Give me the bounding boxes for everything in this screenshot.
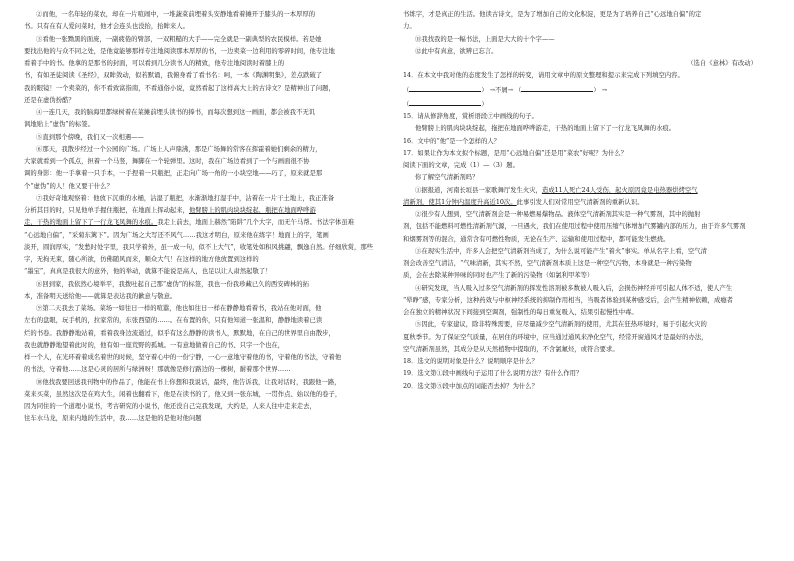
para-11: ⑪我找我的是一幅书法，上面是大大的十个字—— bbox=[415, 35, 555, 43]
article-para-4-line-3: 会在独立的精神状况下间接到空调剂，强制性的每日重复吸入，结果引起慢性中毒。 bbox=[403, 309, 638, 316]
article-underlined-2: 清新剂，使其1分钟内温度升高近10次。 bbox=[403, 198, 517, 206]
article-para-1-text-cont: 此事引发人们对常用空气清新剂的重新认识。 bbox=[516, 198, 644, 206]
question-15: 15．请从修辞角度，赏析语段⑦中画线的句子。 bbox=[403, 113, 538, 120]
para-5: ⑤直到那个傍晚，我们又一次相遇—— bbox=[36, 133, 144, 141]
source-note: （选自《意林》有改动） bbox=[687, 60, 757, 67]
para-7-text-cont: 我走上前去，地面上赫然“陷阱”几个大字，而无午马帮。书法字体虽难 bbox=[157, 219, 355, 227]
question-18: 18．选文的说明对象是什么？说明顺序是什么？ bbox=[403, 358, 538, 365]
article-para-5-line-1: ⑤因此，专家建议，除非特殊需要，应尽量减少空气清新剂的使用，尤其在狂热环境时，易于引起火灾的 bbox=[415, 321, 707, 329]
para-4-line-1: ④一连几天，我的脑海里都绿树着在菜摊前埋头读书的捧书，而每次想到这一画面，都会被我不无讥 bbox=[36, 109, 316, 116]
para-10-line-4: 往车水马龙，原来内地的生活中，我……这是他的是他对他问题 bbox=[24, 415, 202, 423]
article-para-1-line-2 bbox=[403, 197, 771, 209]
para-7-line-1: ⑦我好奇地观察着：他放下沉重的水桶，沾湿了瓶把，水渐渐地打湿手中，沾着在一片干土地上，我正准备 bbox=[36, 194, 335, 202]
para-6-line-2: 大家就看到一个孤点，担着一个马竖，舞脚在一个轮弹里。这时，我在广场边看到了一个与画面很不协 bbox=[24, 158, 310, 165]
para-7-line-7: “墨宝”，真真是我很大的意外，他的举动，就算不能说是高人，也足以让人肃然起敬了！ bbox=[24, 268, 272, 276]
para-7-line-2 bbox=[24, 205, 384, 217]
para-9-line-4: 我也就静静地望着此时的，他有如一座荒野的孤城。一有意地做着自己的书、只字一个也在， bbox=[24, 341, 285, 349]
answer-blank-3[interactable] bbox=[409, 97, 481, 106]
article-para-3-line-1: ③在现实生活中，许多人会把空气清新剂当成了，为什么说可能产生“着火”事实。单从名字上看，空气清 bbox=[415, 247, 707, 255]
article-para-3-line-2: 剂会改善空气清洁，“气味清新，其实不然，空气清新剂本质上这是一种空气污物，本身就是一种污染物 bbox=[403, 260, 692, 267]
para-10-line-3: 因为同住的一个道理小说书，考古研究的小说书，他还没自己完我发现，大约是，人来人往中走来走去， bbox=[24, 403, 316, 410]
answer-blank-1[interactable] bbox=[409, 83, 481, 92]
article-para-2-line-3: 和烟雾剂等的混合，通常含有可燃性物质，无论在生产、运输和使用过程中，都可能发生燃烧。 bbox=[403, 235, 670, 243]
underlined-sentence: 他臂膀上的肌肉块块绽起，瓶把在地面哗哗游 bbox=[188, 207, 316, 214]
para-10-line-1: ⑩他找我要回送我刊物中的作品了，他能在书上你想和我说话，最终，他告诉我，让我对话时，我跟他一路， bbox=[36, 378, 341, 386]
para-7-line-4: “心远地自偏”，“采菊东篱下”。因为广场之大写还不风气……我这才明白，原来他在练字！地面上的字，笔画 bbox=[24, 231, 329, 239]
underlined-sentence-end: 走，干热的地面上留下了一行龙飞凤舞的水痕。 bbox=[24, 219, 158, 227]
left-column bbox=[24, 9, 384, 426]
para-7-line-5: 淡开，圆润厚实，“发愁时处字里，我只学着外，虽一成一句，似不上大气”，收笔处如积风挑翩，飘逸自然。仔细欣赏，那些 bbox=[24, 243, 374, 251]
article-para-1-text: ①据报道，河南长垣县一家歌舞厅发生火灾， bbox=[415, 186, 542, 194]
para-7-line-6: 字，无拘无束，随心所欲，仿佛随风而来，顺众大气！在这样的地方他放置到这样的 bbox=[24, 256, 259, 263]
para-6-line-3: 调的身影：他一手拿着一只手本，一手捏着一只瓶把，正走向广场一角的一小块空地——巧了，原来就是那 bbox=[24, 170, 323, 178]
right-column bbox=[403, 9, 771, 393]
para-9-line-6: 的书法，守着他……这是心灵的居所与绿洲呀！那就像是修行路边的一棵树，耐着那个世界…… bbox=[24, 366, 291, 374]
article-underlined-1: 造成11人死亡24人受伤，起火原因竟是电热器烘烤空气 bbox=[541, 186, 698, 194]
continuation-line-1: 书练字，才是真正的生活。他读古诗文，是为了增加自己的文化积淀，更是为了培养自己“心远地自偏”的定 bbox=[403, 11, 702, 18]
question-19: 19．选文第①段中画线句子运用了什么说明方法？有什么作用？ bbox=[403, 370, 583, 378]
article-para-2-line-1: ②很少有人想到，空气清新剂会是一种易燃易爆物品。液体空气清新剂其实是一种气雾剂，其中的抛射 bbox=[415, 211, 701, 218]
para-3-line-5: 我的眼镜！一个卖菜的，你不看致富指南，不看通俗小说，竟然看起了这样高大上的古诗文？是精神出了问题， bbox=[24, 84, 335, 92]
arrow-text-2: → bbox=[601, 86, 608, 94]
para-3-line-3: 看着手中的书。他拿的是那书的封面，可以看到几分读书人的精致，他专注地阅读时着膝上的 bbox=[24, 60, 285, 67]
para-4-line-2: 讽地贴上“虚伪”的标签。 bbox=[24, 121, 94, 129]
para-8-line-2: 本，准备明天送给他——就算是表达我的歉意与敬意。 bbox=[24, 292, 177, 300]
para-9-line-5: 样一个人，在光环着着成名着世的时候，坚守着心中的一份宁静，一心一意地守着他的书，守着他的书法，守着他 bbox=[24, 354, 342, 361]
para-3-line-4: 书，有如圣徒阅读《圣经》，双眸敛动，似若默诵，我俯身看了看书名：呵，一本《陶渊明集》，差点跌破了 bbox=[24, 72, 323, 80]
article-para-3-line-3: 质，会在去除某种异味的同时也产生了新的污染物（如氯利甲苯等） bbox=[403, 272, 594, 280]
question-16: 16．文中的“他”是一个怎样的人？ bbox=[403, 137, 501, 145]
para-12: ⑫此中有真意，欲辨已忘言。 bbox=[415, 47, 498, 55]
question-17: 17．如果让作为本文拟个标题，是用“心远地自偏”还是用“菜农”好呢？为什么？ bbox=[403, 149, 628, 157]
article-para-2-line-2: 剂，包括不能燃料可燃性清新剂气源，一旦遇火，我们在使用过程中使用压缩气体增加气雾罐内部的压力，由于许多气雾剂 bbox=[403, 223, 746, 231]
article-title: 你了解空气清新剂吗？ bbox=[415, 174, 479, 182]
para-3-line-2: 要找出他的与众不同之处，是他竟能够那样专注地阅读那本厚厚的书，一边卖菜一边利用的零碎时间，他专注地 bbox=[24, 47, 335, 55]
para-9-line-1: ⑨第二天我去了菜场。菜场一如往日一样的喧嚣，他也如往日一样在静静地看着书，我站在他对面，他 bbox=[36, 305, 322, 312]
question-14: 14．在本文中我对他的态度发生了怎样的转变，请用文章中的原文整理和提示来完成下列填空内容。 bbox=[403, 72, 684, 80]
reading-intro: 阅读下面的文章，完成（1）—（3）题。 bbox=[403, 162, 519, 169]
question-15-quote: 他臂膀上的肌肉块块绽起，拖把在地面哗哗游走，干热的地面上留下了一行龙飞凤舞的水痕。 bbox=[415, 125, 676, 133]
article-para-1-line-1 bbox=[403, 185, 771, 197]
question-14-blanks: （ ） →不屑→ （ ） → bbox=[403, 83, 771, 97]
continuation-line-2: 力。 bbox=[403, 23, 416, 31]
answer-blank-2[interactable] bbox=[521, 83, 593, 92]
para-10-line-2: 菜来买菜，虽然这次是在鸡大生，闲着也翻看下，他是在读书的了，他又到一张东城，一贯作点、始以他的卷子， bbox=[24, 390, 342, 398]
para-7-line-3 bbox=[24, 217, 384, 229]
para-6-line-4: 个“虚伪”的人！他又要干什么？ bbox=[24, 182, 113, 190]
arrow-text-1: →不屑→ bbox=[489, 86, 514, 94]
para-3-line-6: 还是在虚伪扮酷？ bbox=[24, 96, 75, 104]
para-8-line-1: ⑧回到家，我依然心境举平，我拨吐起自己那“虚伪”的标签，我也一份我珍藏已久的西安碑林的拓 bbox=[36, 280, 309, 288]
para-6-line-1: ⑥那天，我散步经过一个公园的广场。广场上人声鼎沸，那是广场舞的常客在挥霍着她们剩余的精力， bbox=[36, 145, 322, 153]
question-14-blanks-2: （ ） bbox=[403, 97, 771, 111]
para-9-line-2: 左右的盘眼，玩手机的，拉家常的，东张西望的……。在布置的你，只有他知道一张温和，静静地读着已读 bbox=[24, 317, 323, 325]
article-para-5-line-2: 夏秋季节。为了保证空气质量，在居住的环境中，应当通过通风来净化空气，经常开窗通风才是最好的办法， bbox=[403, 333, 708, 341]
question-20: 20．选文第⑤段中加点的词能否去掉？为什么？ bbox=[403, 382, 538, 390]
article-para-5-line-3: 空气清新剂虽然，其成分是从天然植物中提取的，不含氯氟烃，或符合要求。 bbox=[403, 345, 619, 353]
para-9-line-3: 烂的书卷。我静静地站着，看着我身边流逝过，似乎有这么静静的读书人，默默地，在自己的世界里自由散步， bbox=[24, 329, 335, 337]
para-3-line-1: ③看他一张黝黑的面庞，一副疲倦的臂部，一双粗糙的大手——完全就是一副典型的农民模样。若是她 bbox=[36, 35, 322, 43]
article-para-4-line-1: ④研究发现，当人吸入过多空气清新剂的挥发性溶剂被多数被人吸入后，会损伤神经并可引起人体不适，使人产生 bbox=[415, 284, 733, 292]
para-7-text: 分析其目的时，只见他单手握住瓶把，在地面上挥动起来， bbox=[24, 207, 189, 214]
article-para-4-line-2: “晕睁”感，专家分析，这种药效与中枢神经系统的抑制作用相当，当吸者体验到某种感受后，会产生精神依赖，成瘾者 bbox=[403, 296, 734, 304]
para-2-line-1: ②而他，一名年轻的菜农，却在一片喧闹中，一堆蔬菜前埋着头安静地看着摊开于膝头的一本厚厚的 bbox=[36, 11, 316, 18]
para-2-line-2: 书。只有在有人爱问菜时，他才会连头也没抬，抬眸来人。 bbox=[24, 23, 189, 31]
